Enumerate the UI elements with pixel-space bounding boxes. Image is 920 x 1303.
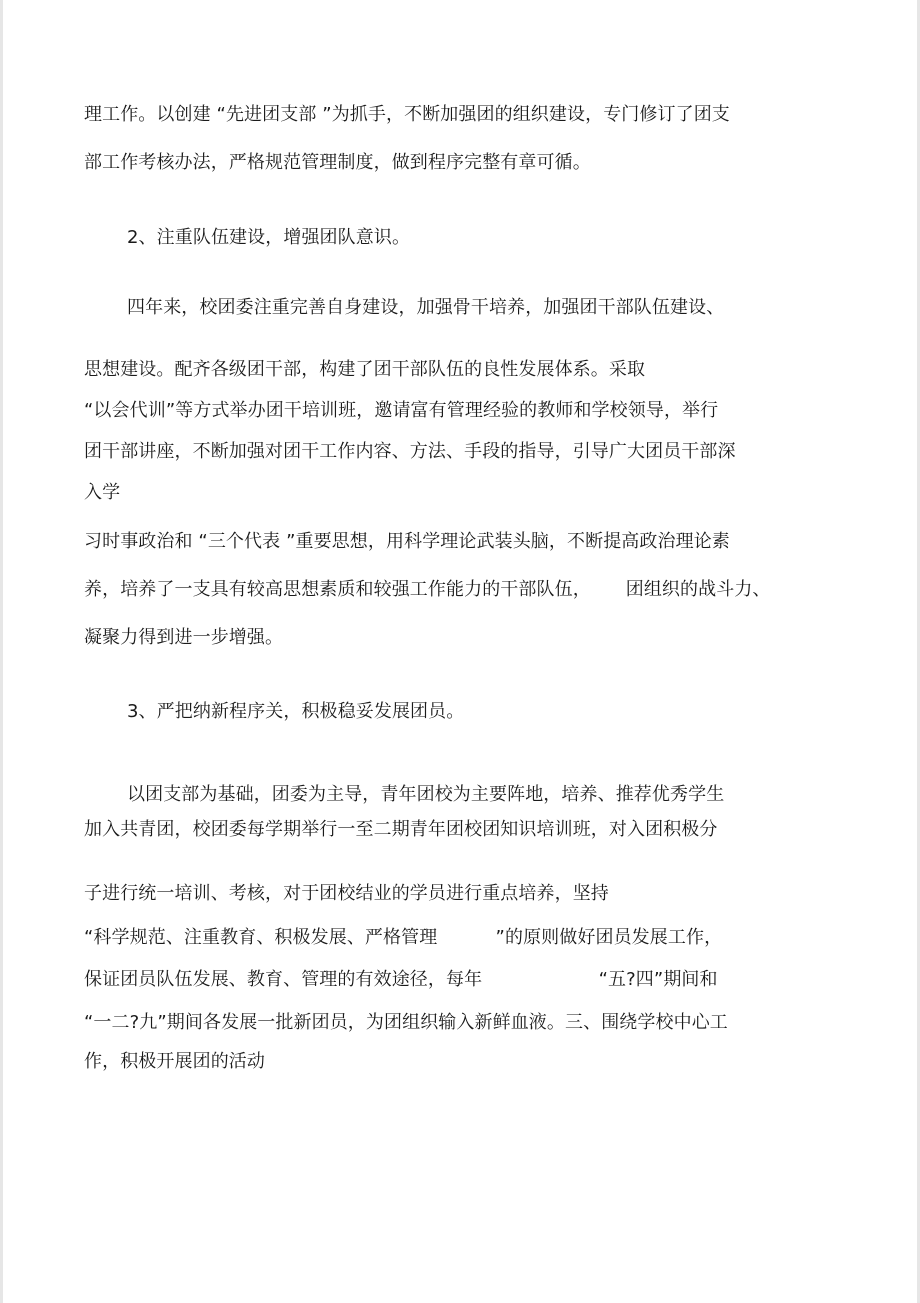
paragraph-line: 部工作考核办法，严格规范管理制度，做到程序完整有章可循。 xyxy=(84,152,591,173)
paragraph-line: 思想建设。配齐各级团干部，构建了团干部队伍的良性发展体系。采取 xyxy=(84,359,646,380)
paragraph-line: 习时事政治和 “三个代表 ”重要思想，用科学理论武装头脑，不断提高政治理论素 xyxy=(84,531,730,552)
section-heading: 3、严把纳新程序关，积极稳妥发展团员。 xyxy=(127,701,465,722)
paragraph-line: 加入共青团，校团委每学期举行一至二期青年团校团知识培训班，对入团积极分 xyxy=(84,819,718,840)
paragraph-line: 团干部讲座，不断加强对团干工作内容、方法、手段的指导，引导广大团员干部深 xyxy=(84,441,736,462)
paragraph-line: 作，积极开展团的活动 xyxy=(84,1051,265,1072)
paragraph-line: 保证团员队伍发展、教育、管理的有效途径，每年 “五?四”期间和 xyxy=(84,969,718,990)
paragraph-line: “以会代训”等方式举办团干培训班，邀请富有管理经验的教师和学校领导，举行 xyxy=(84,400,719,421)
paragraph-line: 养，培养了一支具有较高思想素质和较强工作能力的干部队伍， 团组织的战斗力、 xyxy=(84,579,771,600)
paragraph-line: 四年来，校团委注重完善自身建设，加强骨干培养，加强团干部队伍建设、 xyxy=(127,297,725,318)
paragraph-line: 以团支部为基础，团委为主导，青年团校为主要阵地，培养、推荐优秀学生 xyxy=(127,784,725,805)
section-heading: 2、注重队伍建设，增强团队意识。 xyxy=(127,227,411,248)
paragraph-line: 理工作。以创建 “先进团支部 ”为抓手，不断加强团的组织建设，专门修订了团支 xyxy=(84,104,730,125)
paragraph-line: “科学规范、注重教育、积极发展、严格管理 ”的原则做好团员发展工作， xyxy=(84,927,723,948)
paragraph-line: 入学 xyxy=(84,482,121,503)
paragraph-line: 子进行统一培训、考核，对于团校结业的学员进行重点培养，坚持 xyxy=(84,883,609,904)
page-edge-left xyxy=(0,0,3,1303)
paragraph-line: 凝聚力得到进一步增强。 xyxy=(84,627,284,648)
paragraph-line: “一二?九”期间各发展一批新团员，为团组织输入新鲜血液。三、围绕学校中心工 xyxy=(84,1012,728,1033)
